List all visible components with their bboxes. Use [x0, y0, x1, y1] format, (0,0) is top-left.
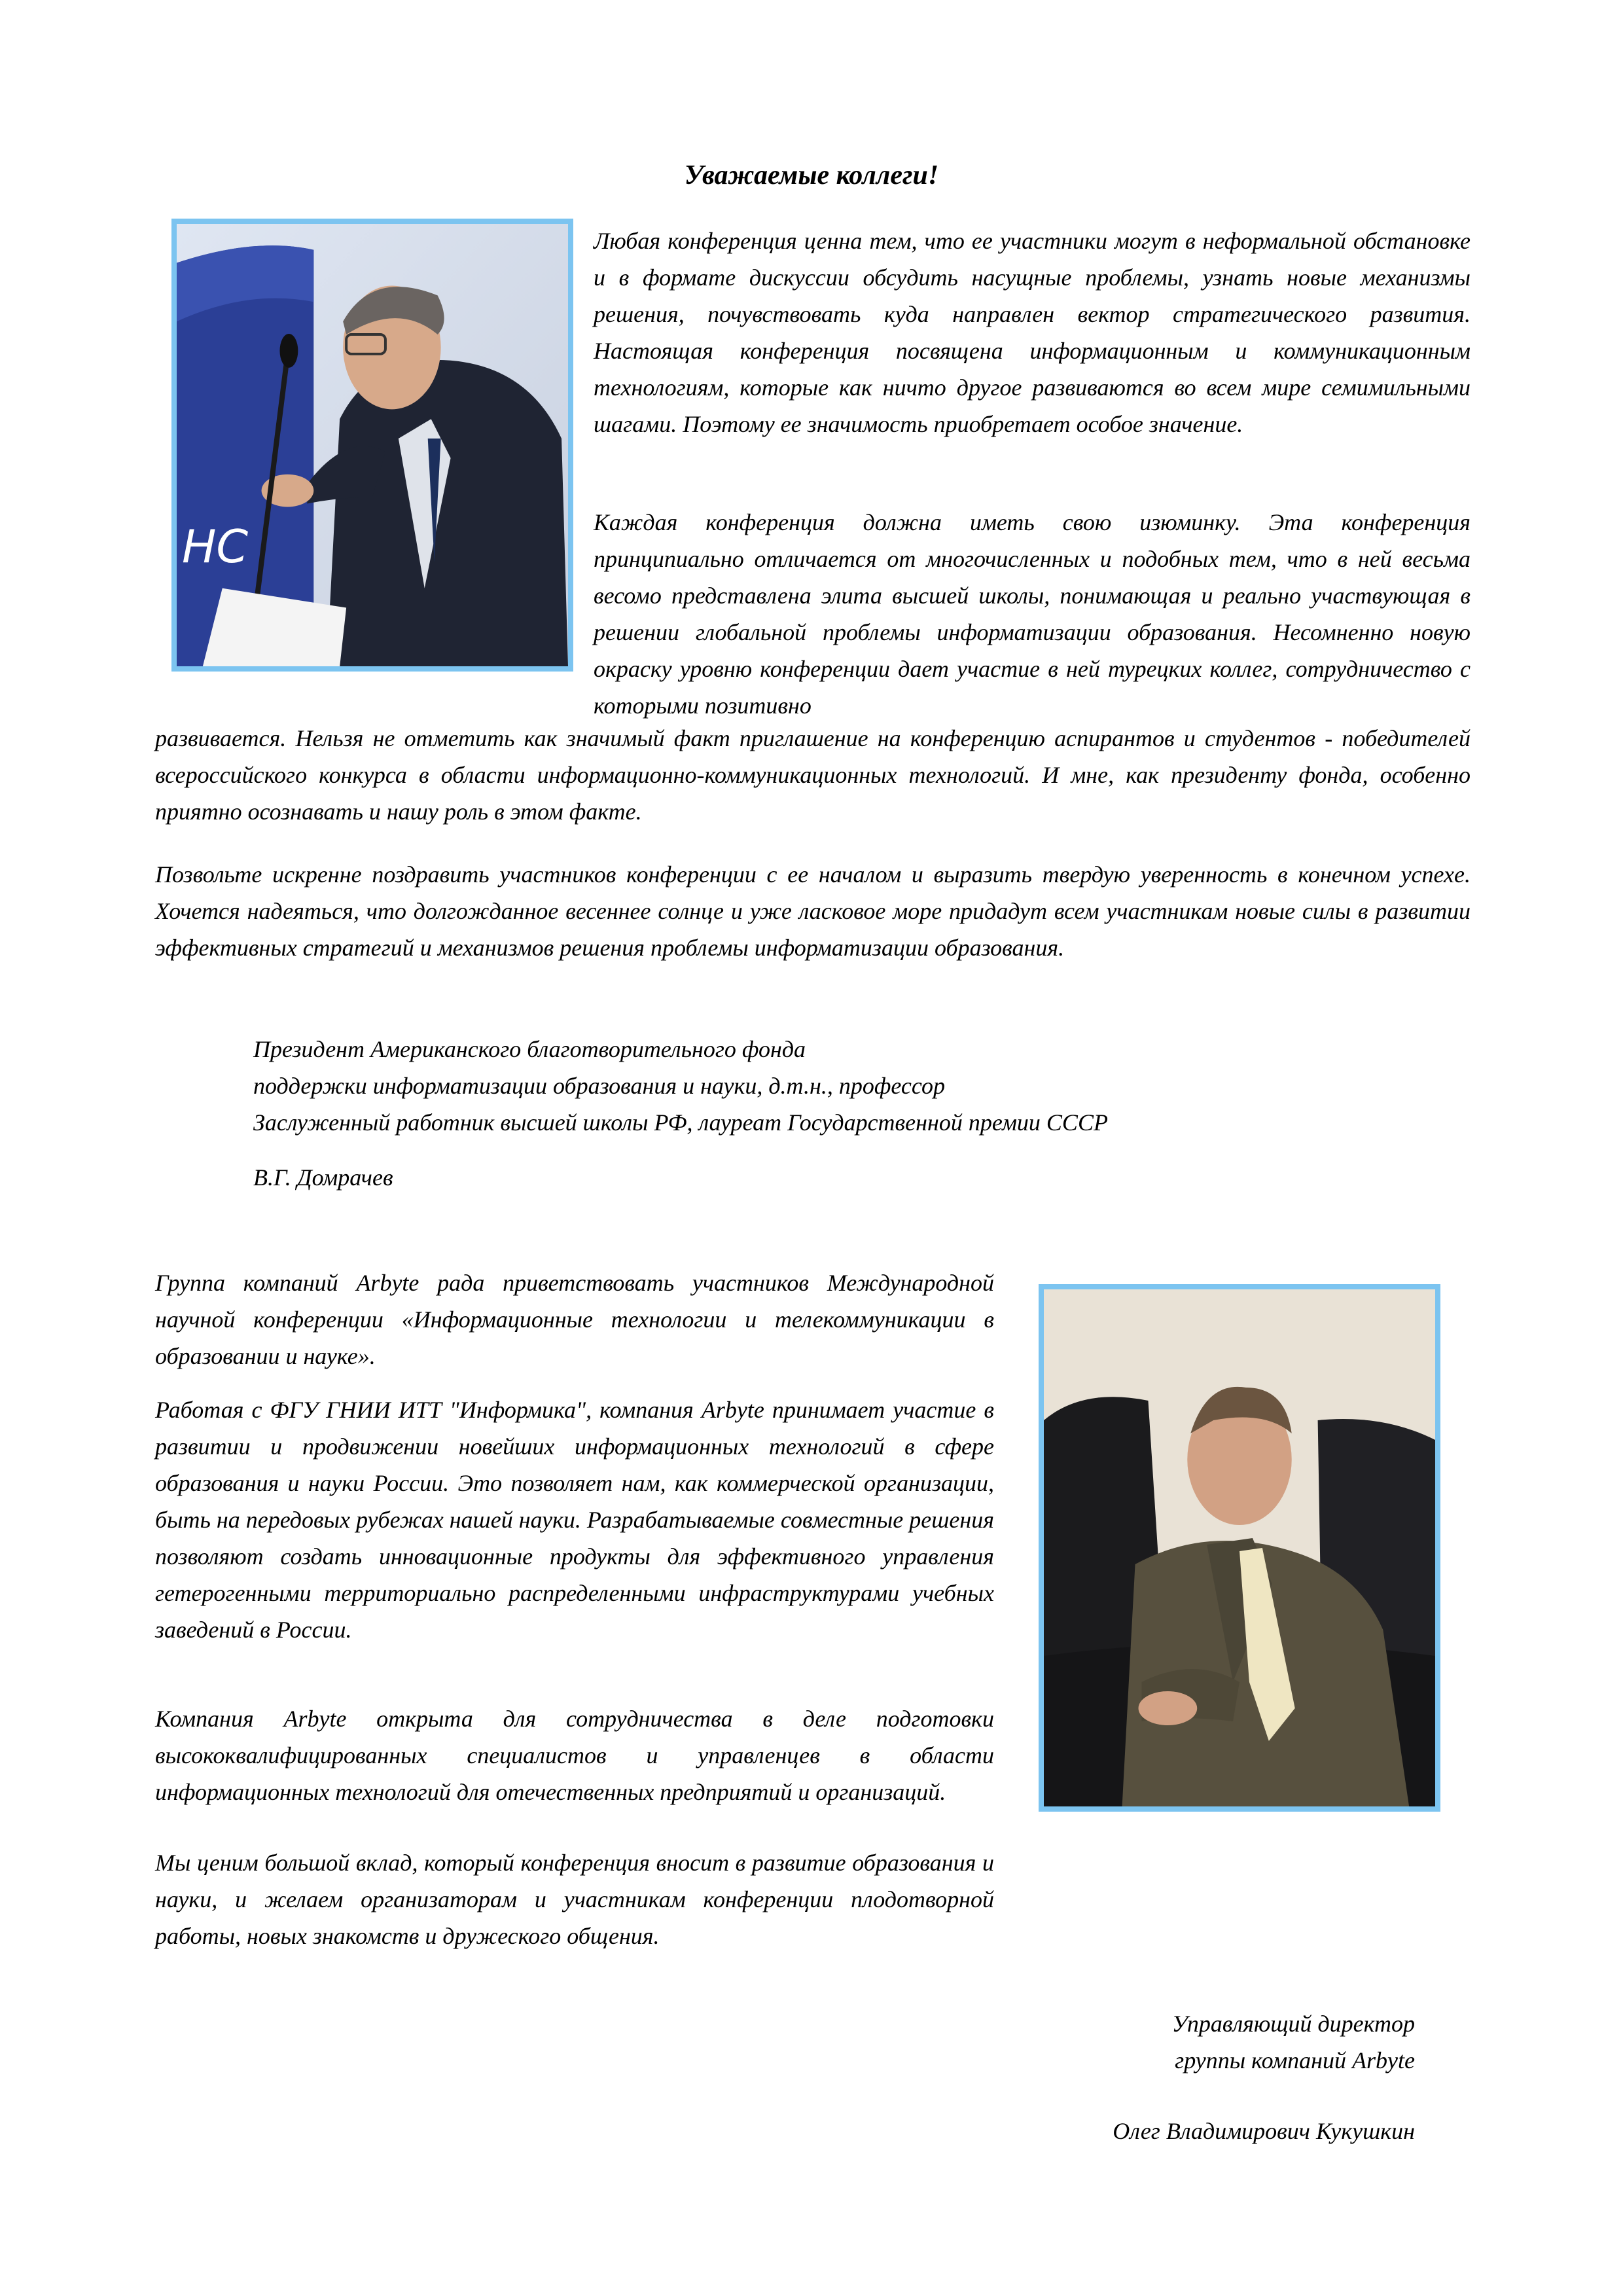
signature-line: Управляющий директор	[1171, 2011, 1415, 2037]
arbyte-cooperation-paragraph: Работая с ФГУ ГНИИ ИТТ "Информика", компания Arbyte принимает участие в развитии и продвижении новейших информационных технологий в сфере образования и науки России. Это позволяет нам, как коммерческой организации, быть на передовых рубежах нашей науки. Разрабатываемые совместные решения позволяют создать инновационные продукты для эффективного управления гетерогенными территориально распределенными инфраструктурами учебных заведений в России.	[155, 1397, 994, 1643]
elite-paragraph-part2: развивается. Нельзя не отметить как значимый факт приглашение на конференцию аспирантов и студентов - победителей всероссийского конкурса в области информационно-коммуникационных технологий. И мне, как президенту фонда, особенно приятно осознавать и нашу роль в этом факте.	[155, 725, 1471, 825]
signature-line: Президент Американского благотворительного фонда	[253, 1036, 806, 1062]
signature-name: В.Г. Домрачев	[253, 1164, 393, 1191]
speaker-photo-image	[177, 224, 568, 666]
intro-paragraph: Любая конференция ценна тем, что ее участники могут в неформальной обстановке и в формате дискуссии обсудить насущные проблемы, узнать новые механизмы решения, почувствовать куда направлен вектор стратегического развития. Настоящая конференция посвящена информационным и коммуникационным технологиям, которые как ничто другое развиваются во всем мире семимильными шагами. Поэтому ее значимость приобретает особое значение.	[594, 228, 1471, 437]
arbyte-greeting-paragraph: Группа компаний Arbyte рада приветствовать участников Международной научной конференции «Информационные технологии и телекоммуникации в образовании и науке».	[155, 1270, 994, 1369]
director-signature	[1113, 2005, 1415, 2149]
elite-paragraph-part1: Каждая конференция должна иметь свою изюминку. Эта конференция принципиально отличается от многочисленных и подобных тем, что в ней весьма весомо представлена элита высшей школы, понимающая и реально участвующая в решении глобальной проблемы информатизации образования. Несомненно новую окраску уровню конференции дает участие в ней турецких коллег, сотрудничество с которыми позитивно	[594, 509, 1471, 719]
president-signature	[253, 1031, 1108, 1196]
page-title: Уважаемые коллеги!	[684, 160, 939, 190]
arbyte-wishes-paragraph: Мы ценим большой вклад, который конференция вносит в развитие образования и науки, и желаем организаторам и участникам конференции плодотворной работы, новых знакомств и дружеского общения.	[155, 1850, 994, 1949]
signature-name: Олег Владимирович Кукушкин	[1113, 2118, 1415, 2144]
svg-text:НС: НС	[181, 520, 249, 573]
arbyte-openness-paragraph: Компания Arbyte открыта для сотрудничества в деле подготовки высококвалифицированных специалистов и управленцев в области информационных технологий для отечественных предприятий и организаций.	[155, 1706, 994, 1805]
director-photo	[1039, 1284, 1440, 1812]
speaker-photo	[171, 219, 573, 672]
signature-line: Заслуженный работник высшей школы РФ, лауреат Государственной премии СССР	[253, 1109, 1108, 1136]
signature-line: группы компаний Arbyte	[1175, 2047, 1415, 2073]
congratulation-paragraph: Позвольте искренне поздравить участников конференции с ее началом и выразить твердую уверенность в конечном успехе. Хочется надеяться, что долгожданное весеннее солнце и уже ласковое море придадут всем участникам новые силы в развитии эффективных стратегий и механизмов решения проблемы информатизации образования.	[155, 861, 1471, 961]
signature-line: поддержки информатизации образования и науки, д.т.н., профессор	[253, 1073, 945, 1099]
director-photo-image	[1044, 1289, 1435, 1806]
